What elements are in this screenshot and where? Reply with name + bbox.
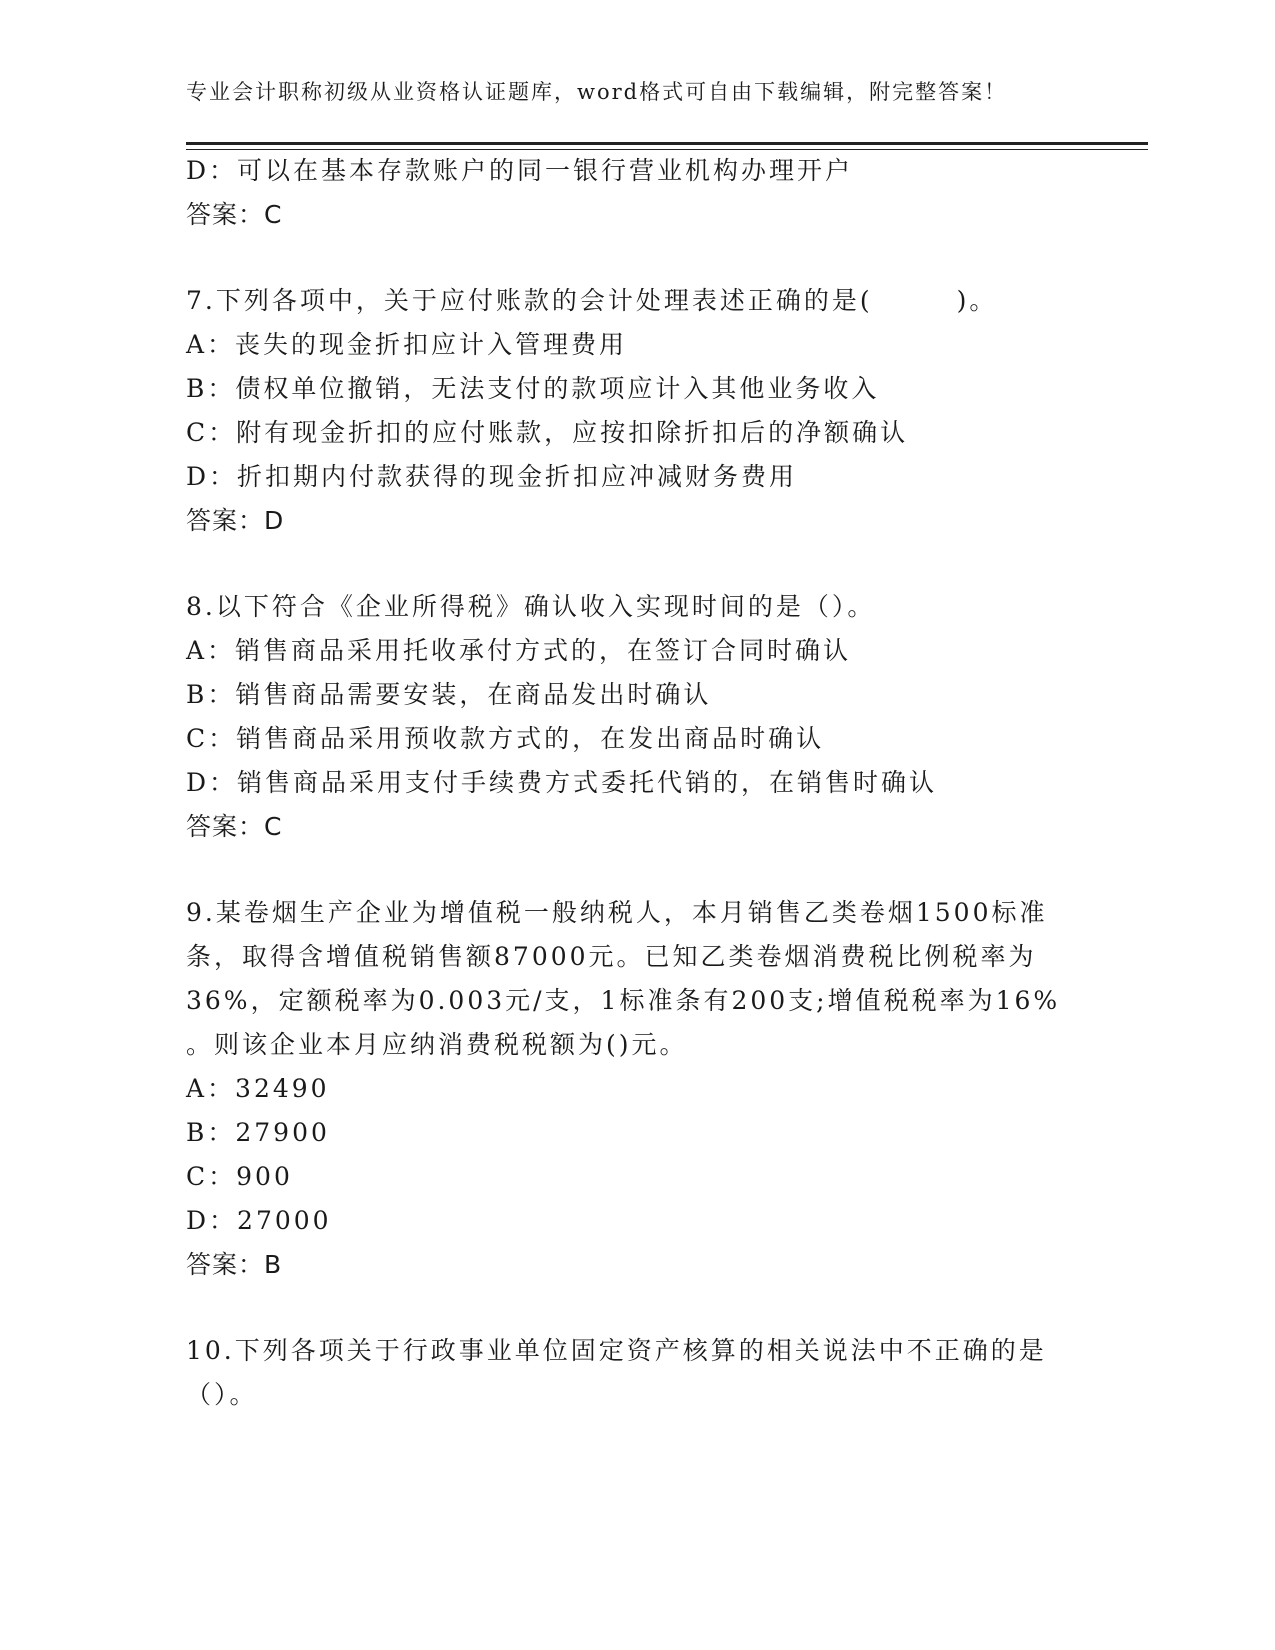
- q8-option-c: C：销售商品采用预收款方式的，在发出商品时确认: [186, 724, 825, 753]
- q7-option-b: B：债权单位撤销，无法支付的款项应计入其他业务收入: [186, 374, 880, 403]
- q9-answer: 答案：B: [186, 1250, 283, 1279]
- q10-stem-line-1: 10.下列各项关于行政事业单位固定资产核算的相关说法中不正确的是: [186, 1336, 1047, 1365]
- q7-option-c: C：附有现金折扣的应付账款，应按扣除折扣后的净额确认: [186, 418, 909, 447]
- header-rule-thick: [186, 142, 1148, 145]
- q9-option-c: C：900: [186, 1162, 293, 1191]
- q8-stem: 8.以下符合《企业所得税》确认收入实现时间的是（）。: [186, 592, 876, 621]
- q9-option-d: D：27000: [186, 1206, 332, 1235]
- q7-answer: 答案：D: [186, 506, 285, 535]
- q9-stem-line-2: 条，取得含增值税销售额87000元。已知乙类卷烟消费税比例税率为: [186, 942, 1037, 971]
- q8-option-a: A：销售商品采用托收承付方式的，在签订合同时确认: [186, 636, 852, 665]
- q6-answer: 答案：C: [186, 200, 283, 229]
- q9-option-b: B：27900: [186, 1118, 330, 1147]
- q7-option-d: D：折扣期内付款获得的现金折扣应冲减财务费用: [186, 462, 798, 491]
- q7-stem: 7.下列各项中，关于应付账款的会计处理表述正确的是( )。: [186, 286, 998, 315]
- q10-stem-line-2: （）。: [186, 1380, 258, 1409]
- q6-option-d: D：可以在基本存款账户的同一银行营业机构办理开户: [186, 156, 854, 185]
- q8-option-d: D：销售商品采用支付手续费方式委托代销的，在销售时确认: [186, 768, 938, 797]
- q9-stem-line-3: 36%，定额税率为0.003元/支，1标准条有200支;增值税税率为16%: [186, 986, 1061, 1015]
- q8-option-b: B：销售商品需要安装，在商品发出时确认: [186, 680, 712, 709]
- header-rule-thin: [186, 149, 1148, 150]
- page-header: 专业会计职称初级从业资格认证题库，word格式可自由下载编辑，附完整答案！: [186, 80, 1008, 104]
- q7-option-a: A：丧失的现金折扣应计入管理费用: [186, 330, 628, 359]
- q9-option-a: A：32490: [186, 1074, 330, 1103]
- q8-answer: 答案：C: [186, 812, 283, 841]
- q9-stem-line-1: 9.某卷烟生产企业为增值税一般纳税人，本月销售乙类卷烟1500标准: [186, 898, 1048, 927]
- q9-stem-line-4: 。则该企业本月应纳消费税税额为()元。: [186, 1030, 688, 1059]
